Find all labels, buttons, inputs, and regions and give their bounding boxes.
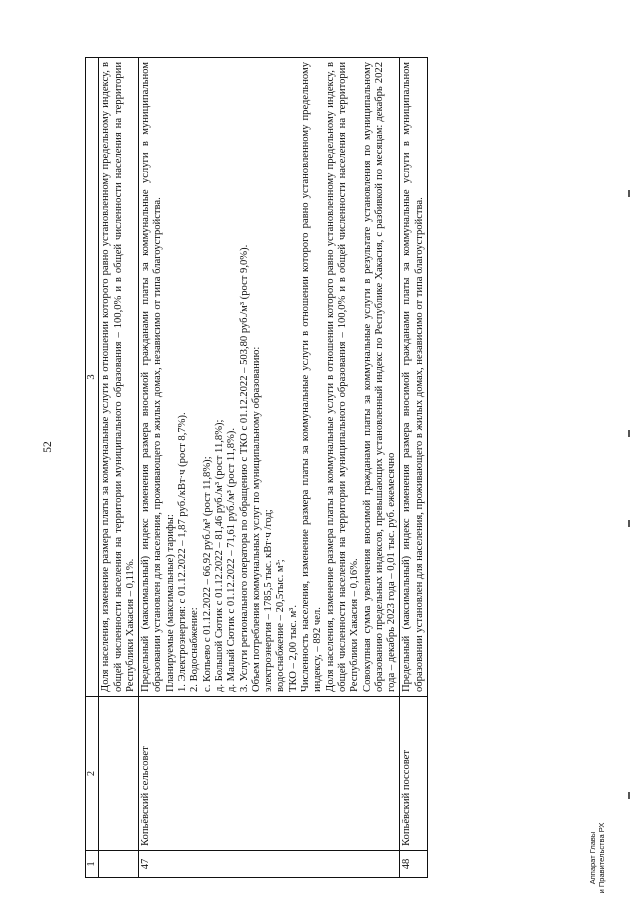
rotated-table-wrapper: [85, 58, 605, 878]
text-line: Объем потребления коммунальных услуг по муниципальному образованию:: [250, 346, 262, 692]
table-row-continuation: [99, 58, 139, 878]
municipality-name: Копьёвский поссовет: [400, 697, 428, 851]
text-line: Предельный (максимальный) индекс изменения размера вносимой гражданами платы за коммунальные услуги в муниципальном образовании установлен для населения, проживающего в жилых домах, независимо от типа благоустройства.: [401, 62, 425, 692]
text-line: 3. Услуги регионального оператора по обращению с ТКО с 01.12.2022 – 503,80 руб./м³ (рост 9,0%).: [238, 244, 250, 692]
continuation-paragraph: Доля населения, изменение размера платы за коммунальные услуги в отношении которого равно установленному предельному индексу, в общей численности населения на территории муниципального образования – 100,0% и в общей численности населения на территории Республики Хакасия – 0,11%.: [100, 62, 136, 692]
document-table: [85, 57, 428, 878]
text-line: 2. Водоснабжение:: [189, 607, 201, 692]
header-col-3: 3: [86, 58, 99, 697]
row-48-text: [400, 58, 428, 697]
text-line: Совокупная сумма увеличения вносимой гражданами платы за коммунальные услуги в результате установления по муниципальному образованию предельных индексов, превышающих установленный индекс по Республике Хакасия, с разбивкой по месяцам: декабрь 2022 года – декабрь 2023 года – 0,01 тыс. руб. ежемесячно: [361, 62, 398, 692]
text-line: электроэнергия – 1785,5 тыс. кВт·ч /год;: [263, 509, 275, 692]
table-header-row: [86, 58, 99, 878]
text-line: д. Большой Сютик с 01.12.2022 – 81,46 руб./м³ (рост 11,8%);: [213, 419, 225, 692]
binding-mark: [628, 520, 630, 527]
binding-mark: [628, 190, 630, 197]
stamp-line-2: и Правительства РХ: [597, 822, 606, 894]
office-stamp: [588, 818, 606, 898]
text-line: Планируемые (максимальные) тарифы:: [164, 514, 176, 692]
text-line: Численность населения, изменение размера платы за коммунальные услуги в отношении которого равно установленному предельному индексу, – 892 чел.: [300, 62, 324, 692]
text-line: с. Копьево с 01.12.2022 – 66,92 руб./м³ (рост 11,8%);: [201, 456, 213, 692]
row-47-text: [139, 58, 400, 697]
binding-mark: [628, 430, 630, 437]
binding-mark: [628, 792, 630, 799]
header-col-1: 1: [86, 851, 99, 878]
header-col-2: 2: [86, 697, 99, 851]
continuation-text-cell: [99, 58, 139, 697]
text-line: Предельный (максимальный) индекс изменения размера вносимой гражданами платы за коммунальные услуги в муниципальном образовании установлен для населения, проживающего в жилых домах, независимо от типа благоустройства.: [140, 62, 164, 692]
stamp-line-1: Аппарат Главы: [588, 831, 597, 885]
text-line: д. Малый Сютик с 01.12.2022 – 71,61 руб./м³ (рост 11,8%).: [226, 428, 238, 692]
row-number: 48: [400, 851, 428, 878]
text-line: 1. Электроэнергия: с 01.12.2022 – 1,87 руб./кВт·ч (рост 8,7%).: [177, 412, 189, 692]
text-line: ТКО – 2,00 тыс. м³.: [287, 605, 299, 692]
text-line: Доля населения, изменение размера платы за коммунальные услуги в отношении которого равно установленному предельному индексу, в общей численности населения на территории муниципального образования – 100,0% и в общей численности населения на территории Республики Хакасия – 0,16%.: [324, 62, 361, 692]
text-line: водоснабжение – 20,5тыс. м³;: [275, 559, 287, 692]
row-number: 47: [139, 851, 400, 878]
page-number: 52: [42, 441, 54, 453]
continuation-name-cell: [99, 697, 139, 851]
table-row-48: [400, 58, 428, 878]
municipality-name: Копьёвский сельсовет: [139, 697, 400, 851]
continuation-number-cell: [99, 851, 139, 878]
table-row-47: [139, 58, 400, 878]
